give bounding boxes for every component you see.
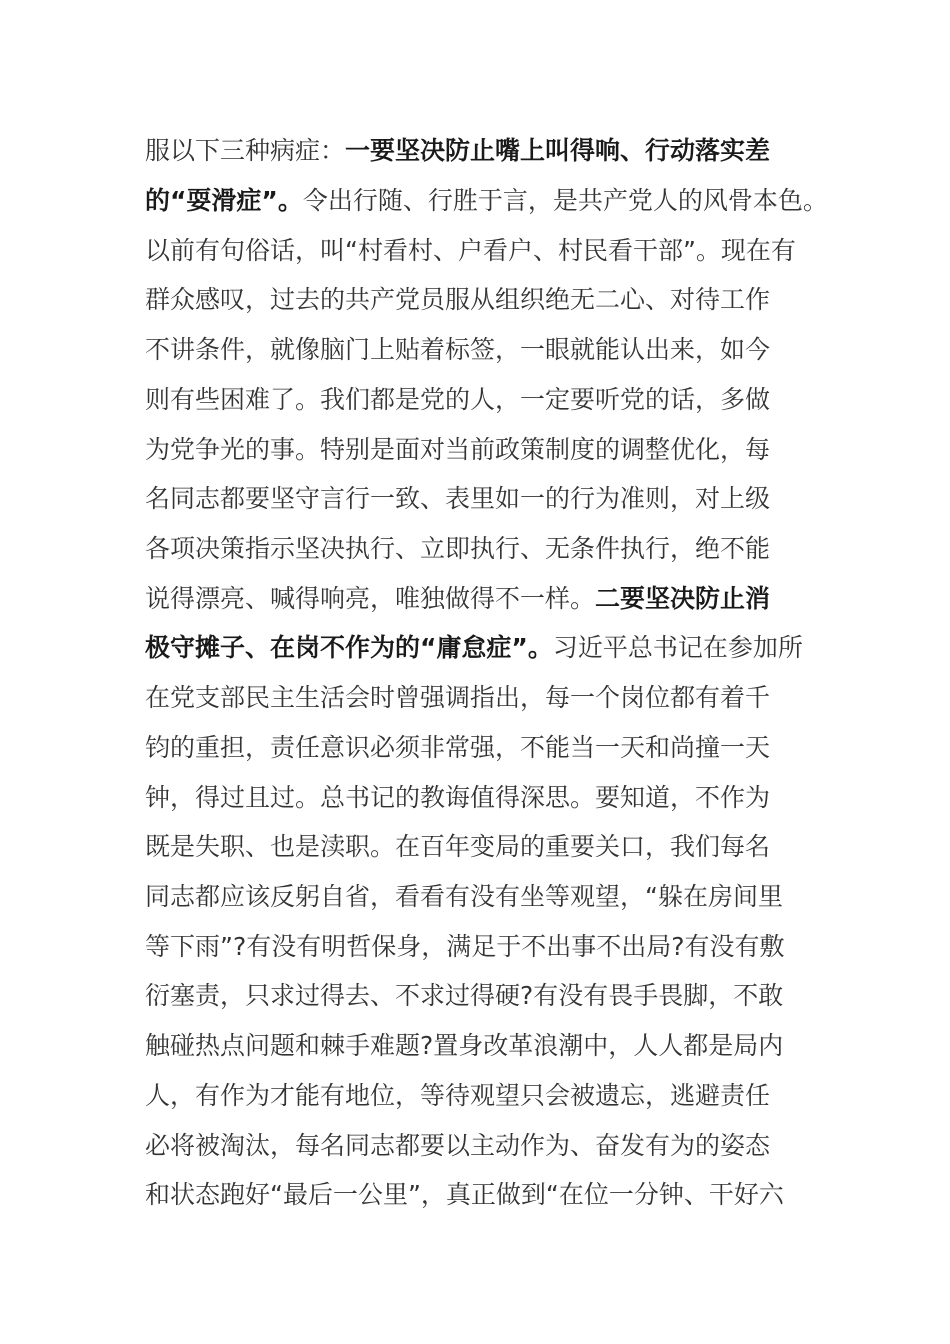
- text-segment: 服以下三种病症：: [145, 136, 346, 165]
- text-line: 衍塞责，只求过得去、不求过得硬?有没有畏手畏脚，不敢: [145, 981, 784, 1010]
- text-line: [145, 628, 803, 668]
- text-line: 各项决策指示坚决执行、立即执行、无条件执行，绝不能: [145, 534, 771, 563]
- text-line: 等下雨”?有没有明哲保身，满足于不出事不出局?有没有敷: [145, 932, 785, 961]
- text-line: 钧的重担，责任意识必须非常强，不能当一天和尚撞一天: [145, 733, 771, 762]
- text-line: 和状态跑好“最后一公里”，真正做到“在位一分钟、干好六: [145, 1180, 784, 1209]
- text-segment: 习近平总书记在参加所: [552, 633, 803, 662]
- text-line: 在党支部民主生活会时曾强调指出，每一个岗位都有着千: [145, 683, 771, 712]
- text-line: 为党争光的事。特别是面对当前政策制度的调整优化，每: [145, 435, 771, 464]
- text-line: 人，有作为才能有地位，等待观望只会被遗忘，逃避责任: [145, 1081, 771, 1110]
- text-line: 名同志都要坚守言行一致、表里如一的行为准则，对上级: [145, 484, 771, 513]
- text-line: 以前有句俗话，叫“村看村、户看户、村民看干部”。现在有: [145, 236, 796, 265]
- text-line: 群众感叹，过去的共产党员服从组织绝无二心、对待工作: [145, 285, 771, 314]
- text-line: 同志都应该反躬自省，看看有没有坐等观望，“躲在房间里: [145, 882, 783, 911]
- text-line: 触碰热点问题和棘手难题?置身改革浪潮中，人人都是局内: [145, 1031, 784, 1060]
- bold-heading-segment: 一要坚决防止嘴上叫得响、行动落实差: [345, 136, 771, 165]
- bold-heading-segment: 的“耍滑症”。: [145, 186, 303, 215]
- text-line: 则有些困难了。我们都是党的人，一定要听党的话，多做: [145, 385, 771, 414]
- text-segment: 令出行随、行胜于言，是共产党人的风骨本色。: [302, 186, 828, 215]
- bold-heading-segment: 极守摊子、在岗不作为的“庸怠症”。: [145, 633, 553, 662]
- text-line: 必将被淘汰，每名同志都要以主动作为、奋发有为的姿态: [145, 1131, 771, 1160]
- text-line: 既是失职、也是渎职。在百年变局的重要关口，我们每名: [145, 832, 771, 861]
- text-line: 不讲条件，就像脑门上贴着标签，一眼就能认出来，如今: [145, 335, 771, 364]
- text-segment: 说得漂亮、喊得响亮，唯独做得不一样。: [145, 584, 596, 613]
- text-line: [145, 181, 828, 221]
- bold-heading-segment: 二要坚决防止消: [595, 584, 771, 613]
- text-line: 钟，得过且过。总书记的教诲值得深思。要知道，不作为: [145, 783, 771, 812]
- text-line: [145, 579, 770, 619]
- text-line: [145, 131, 770, 171]
